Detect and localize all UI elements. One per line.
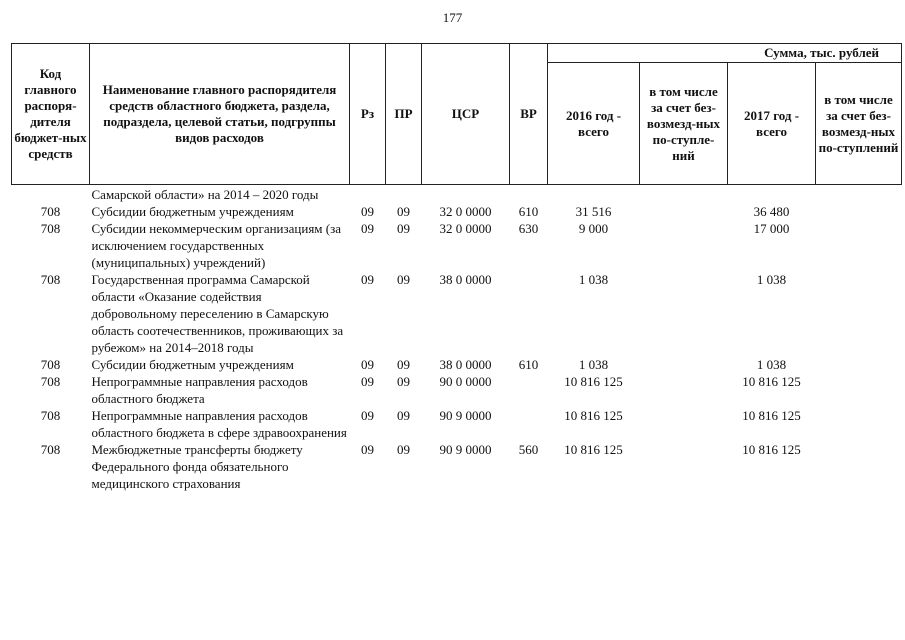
cell-code: 708 (40, 221, 61, 236)
cell-csr: 90 9 0000 (439, 408, 492, 423)
cell-csr: 90 0 0000 (439, 374, 492, 389)
cell-2016-free (640, 407, 728, 441)
cell-name: Межбюджетные трансферты бюджету Федерального фонда обязательного медицинского страхования (91, 442, 303, 491)
cell-name: Государственная программа Самарской области «Оказание содействия добровольному переселению в Самарскую область соотечественников, проживающих за рубежом» на 2014–2018 годы (91, 272, 344, 355)
cell-code: 708 (40, 204, 61, 219)
header-2016-total: 2016 год - всего (548, 63, 640, 185)
cell-vr (510, 373, 548, 407)
cell-rz: 09 (361, 221, 374, 236)
cell-csr: 32 0 0000 (439, 221, 492, 236)
table-row (12, 271, 902, 356)
cell-pr: 09 (397, 204, 410, 219)
cell-2017-total: 10 816 125 (742, 408, 801, 423)
cell-2017-free (816, 441, 902, 492)
cell-csr: 38 0 0000 (439, 357, 492, 372)
header-sum-group: Сумма, тыс. рублей (548, 44, 902, 63)
cell-2017-free (816, 356, 902, 373)
cell-pr: 09 (397, 221, 410, 236)
header-2017-free: в том числе за счет без-возмезд-ных по-ступлений (816, 63, 902, 185)
table-body (12, 185, 902, 493)
table-row (12, 407, 902, 441)
cell-2016-free (640, 185, 728, 204)
cell-vr: 610 (518, 357, 539, 372)
cell-2016-total: 9 000 (578, 221, 609, 236)
cell-2017-total: 1 038 (756, 272, 787, 287)
cell-2016-total: 10 816 125 (564, 442, 623, 457)
cell-code: 708 (40, 442, 61, 457)
cell-2016-free (640, 271, 728, 356)
cell-code: 708 (40, 272, 61, 287)
cell-2016-free (640, 220, 728, 271)
page-number: 177 (442, 10, 463, 25)
cell-vr: 610 (518, 204, 539, 219)
cell-2017-total: 1 038 (756, 357, 787, 372)
header-vr: ВР (510, 44, 548, 185)
cell-2017-total: 10 816 125 (742, 442, 801, 457)
table-header (12, 44, 902, 185)
header-pr: ПР (386, 44, 422, 185)
cell-name: Непрограммные направления расходов областного бюджета (91, 374, 308, 406)
cell-csr: 38 0 0000 (439, 272, 492, 287)
cell-pr: 09 (397, 272, 410, 287)
cell-vr: 560 (518, 442, 539, 457)
cell-2016-total (548, 185, 640, 204)
table-row (12, 373, 902, 407)
cell-rz (350, 185, 386, 204)
table-row (12, 185, 902, 204)
table-row (12, 220, 902, 271)
header-code: Код главного распоря-дителя бюджет-ных средств (12, 44, 90, 185)
cell-pr (386, 185, 422, 204)
cell-pr: 09 (397, 374, 410, 389)
cell-2016-total: 1 038 (578, 272, 609, 287)
table-row (12, 203, 902, 220)
cell-name: Субсидии бюджетным учреждениям (91, 204, 294, 219)
header-name: Наименование главного распорядителя средств областного бюджета, раздела, подраздела, целевой статьи, подгруппы видов расходов (90, 44, 350, 185)
cell-rz: 09 (361, 442, 374, 457)
cell-2016-total: 10 816 125 (564, 408, 623, 423)
cell-2017-total: 17 000 (753, 221, 790, 236)
cell-2017-total (728, 185, 816, 204)
cell-pr: 09 (397, 442, 410, 457)
cell-2017-total: 36 480 (753, 204, 790, 219)
header-2016-free: в том числе за счет без-возмезд-ных по-ступле-ний (640, 63, 728, 185)
cell-csr: 32 0 0000 (439, 204, 492, 219)
cell-rz: 09 (361, 374, 374, 389)
cell-vr (510, 407, 548, 441)
table-row (12, 356, 902, 373)
cell-pr: 09 (397, 408, 410, 423)
cell-pr: 09 (397, 357, 410, 372)
cell-2016-free (640, 373, 728, 407)
cell-2017-free (816, 185, 902, 204)
table-row (12, 441, 902, 492)
cell-2017-free (816, 271, 902, 356)
header-rz: Рз (350, 44, 386, 185)
cell-2016-total: 31 516 (575, 204, 612, 219)
cell-name: Непрограммные направления расходов областного бюджета в сфере здравоохранения (91, 408, 347, 440)
cell-name: Субсидии бюджетным учреждениям (91, 357, 294, 372)
cell-csr: 90 9 0000 (439, 442, 492, 457)
cell-2016-free (640, 441, 728, 492)
cell-2016-free (640, 203, 728, 220)
cell-csr (422, 185, 510, 204)
cell-2016-total: 10 816 125 (564, 374, 623, 389)
cell-code: 708 (40, 357, 61, 372)
cell-vr (510, 271, 548, 356)
cell-vr: 630 (518, 221, 539, 236)
cell-rz: 09 (361, 272, 374, 287)
cell-2016-free (640, 356, 728, 373)
cell-code (12, 185, 90, 204)
cell-code: 708 (40, 408, 61, 423)
cell-rz: 09 (361, 204, 374, 219)
cell-2017-free (816, 220, 902, 271)
header-2017-total: 2017 год - всего (728, 63, 816, 185)
cell-rz: 09 (361, 408, 374, 423)
cell-2017-free (816, 407, 902, 441)
cell-2017-free (816, 203, 902, 220)
cell-vr (510, 185, 548, 204)
cell-name: Самарской области» на 2014 – 2020 годы (91, 187, 319, 202)
cell-name: Субсидии некоммерческим организациям (за исключением государственных (муниципальных) учреждений) (91, 221, 342, 270)
budget-table (11, 43, 902, 492)
cell-2017-total: 10 816 125 (742, 374, 801, 389)
cell-rz: 09 (361, 357, 374, 372)
cell-2016-total: 1 038 (578, 357, 609, 372)
header-csr: ЦСР (422, 44, 510, 185)
cell-code: 708 (40, 374, 61, 389)
cell-2017-free (816, 373, 902, 407)
